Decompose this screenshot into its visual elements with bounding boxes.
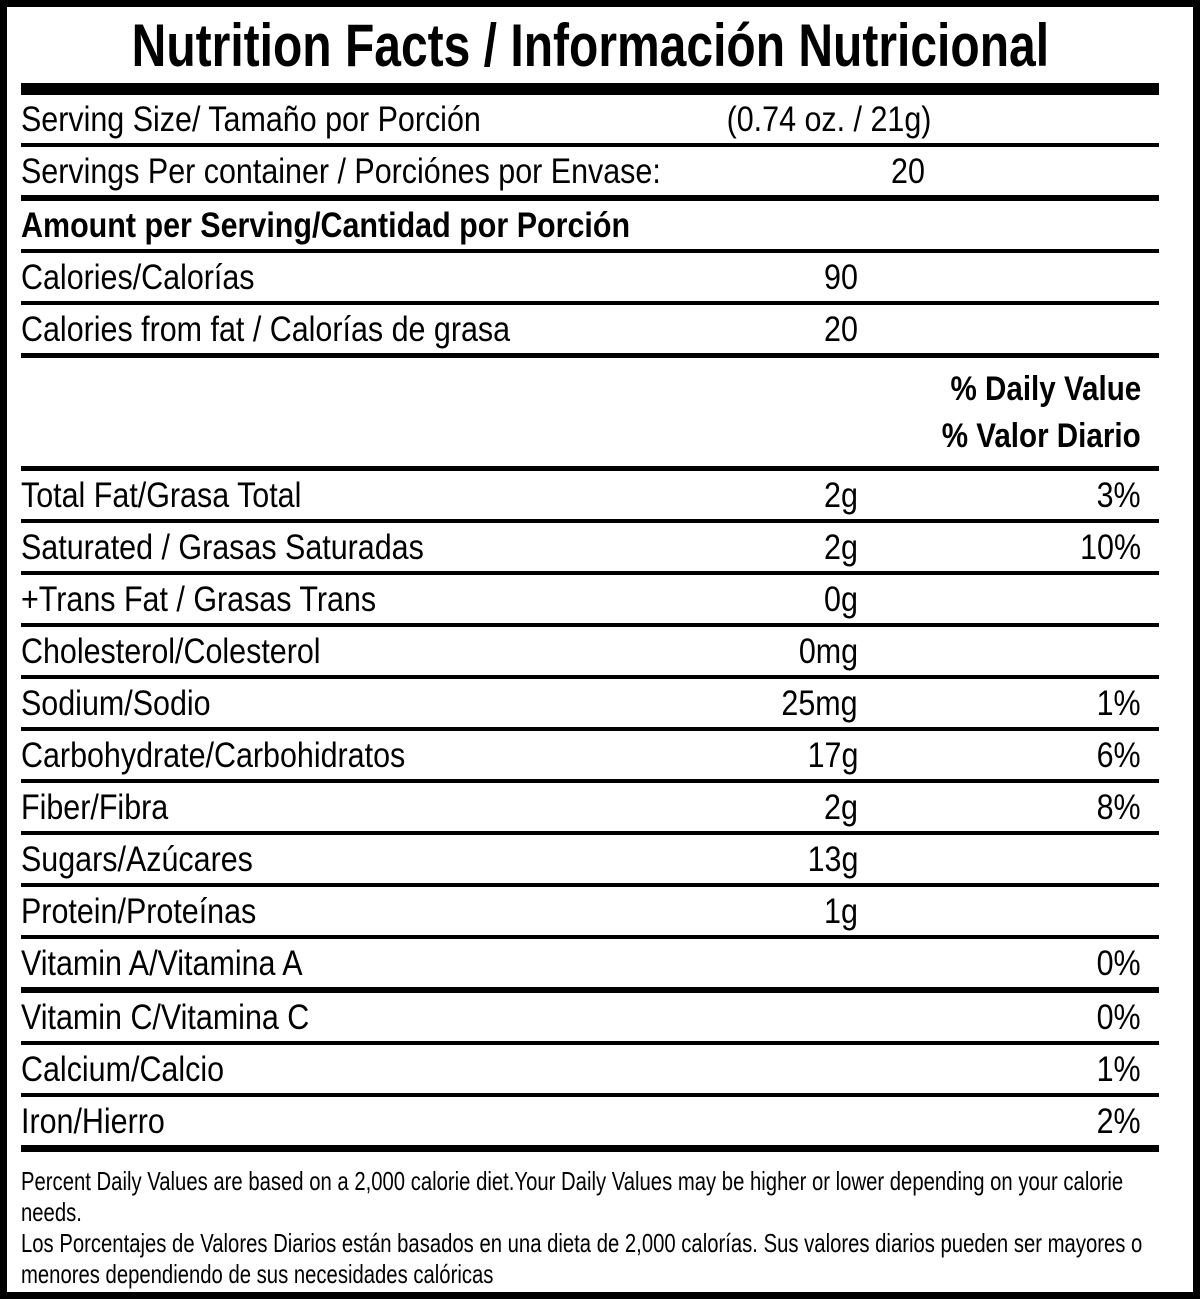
nutrient-amount-cell: [721, 208, 905, 243]
nutrient-percent: 2%: [1096, 1101, 1141, 1141]
nutrient-label-cell: [21, 99, 696, 139]
nutrient-percent-cell: [858, 634, 1159, 669]
daily-value-header-en: [21, 366, 1159, 413]
nutrient-amount-cell: [638, 527, 858, 567]
nutrient-label: Calories/Calorías: [21, 257, 255, 297]
nutrient-row: [21, 783, 1159, 835]
nutrient-row: [21, 575, 1159, 627]
nutrient-amount: 25mg: [781, 683, 858, 723]
nutrient-label: Fiber/Fibra: [21, 787, 169, 827]
nutrient-row: [21, 679, 1159, 731]
nutrient-percent-cell: [858, 997, 1159, 1037]
nutrient-label: Iron/Hierro: [21, 1101, 165, 1141]
nutrient-label-cell: [21, 205, 721, 245]
nutrient-row: [21, 1045, 1159, 1097]
nutrient-table: [21, 471, 1159, 1152]
nutrient-amount: 1g: [824, 891, 858, 931]
nutrient-label-cell: [21, 683, 638, 723]
nutrient-amount-cell: [638, 631, 858, 671]
nutrient-amount: 2g: [824, 527, 858, 567]
nutrient-percent-cell: [858, 475, 1159, 515]
nutrient-row: [21, 627, 1159, 679]
nutrient-amount: 0g: [824, 579, 858, 619]
nutrient-label-cell: [21, 943, 638, 983]
nutrient-percent-cell: [858, 842, 1159, 877]
nutrient-percent: 8%: [1096, 787, 1141, 827]
nutrient-row: [21, 887, 1159, 939]
nutrient-amount-cell: [638, 309, 858, 349]
nutrient-amount: 2g: [824, 475, 858, 515]
nutrient-amount: 90: [824, 257, 858, 297]
nutrient-row: [21, 253, 1159, 305]
nutrient-row: [21, 1097, 1159, 1152]
nutrient-label: Protein/Proteínas: [21, 891, 257, 931]
nutrient-label: Amount per Serving/Cantidad por Porción: [21, 205, 631, 245]
nutrient-label: Sugars/Azúcares: [21, 839, 253, 879]
nutrient-amount-cell: [638, 475, 858, 515]
nutrient-percent-cell: [696, 99, 1159, 139]
nutrient-row: [21, 835, 1159, 887]
nutrient-percent: 1%: [1096, 1049, 1141, 1089]
nutrient-row: [21, 201, 1159, 253]
daily-value-label-es: % Valor Diario: [942, 417, 1141, 455]
nutrient-row: [21, 305, 1159, 358]
nutrient-percent: 3%: [1096, 475, 1141, 515]
nutrient-percent: 1%: [1096, 683, 1141, 723]
nutrient-row: [21, 939, 1159, 993]
nutrient-amount-cell: [638, 735, 858, 775]
footnote-section: [21, 1152, 1159, 1290]
nutrient-percent-cell: [858, 260, 1159, 295]
nutrient-amount-cell: [638, 891, 858, 931]
nutrient-amount-cell: [756, 151, 925, 191]
nutrient-label-cell: [21, 309, 638, 349]
daily-value-label-en: % Daily Value: [950, 370, 1141, 408]
nutrient-amount-cell: [638, 1104, 858, 1139]
nutrient-label-cell: [21, 475, 638, 515]
nutrient-label-cell: [21, 839, 638, 879]
nutrient-label-cell: [21, 787, 638, 827]
nutrient-amount: 20: [824, 309, 858, 349]
nutrient-row: [21, 993, 1159, 1045]
nutrient-amount: 13g: [807, 839, 858, 879]
nutrient-label: Cholesterol/Colesterol: [21, 631, 321, 671]
nutrient-amount-cell: [638, 1052, 858, 1087]
nutrient-row: [21, 147, 1159, 201]
nutrient-label-cell: [21, 151, 756, 191]
nutrient-percent-cell: [858, 943, 1159, 983]
nutrient-amount-cell: [638, 1000, 858, 1035]
daily-value-header: [21, 358, 1159, 471]
nutrient-percent-cell: [858, 683, 1159, 723]
nutrient-label: Sodium/Sodio: [21, 683, 211, 723]
nutrient-amount: 2g: [824, 787, 858, 827]
nutrient-percent-cell: [858, 1049, 1159, 1089]
nutrient-percent-cell: [858, 582, 1159, 617]
nutrient-amount-cell: [638, 946, 858, 981]
nutrient-row: [21, 731, 1159, 783]
nutrient-percent: 0%: [1096, 997, 1141, 1037]
nutrient-label-cell: [21, 579, 638, 619]
nutrient-amount-cell: [638, 787, 858, 827]
nutrient-percent-cell: [858, 894, 1159, 929]
nutrient-label: Carbohydrate/Carbohidratos: [21, 735, 406, 775]
nutrient-amount-cell: [638, 839, 858, 879]
nutrient-label: Vitamin C/Vitamina C: [21, 997, 310, 1037]
nutrient-label-cell: [21, 1101, 638, 1141]
nutrient-amount-cell: [638, 257, 858, 297]
nutrient-percent-cell: [925, 154, 1159, 189]
nutrient-label-cell: [21, 257, 638, 297]
label-title: Nutrition Facts / Información Nutricional: [131, 11, 1049, 79]
nutrient-percent-cell: [858, 1101, 1159, 1141]
nutrient-row: [21, 471, 1159, 523]
nutrient-label-cell: [21, 997, 638, 1037]
nutrient-label: Servings Per container / Porciónes por Envase:: [21, 151, 661, 191]
nutrient-percent: (0.74 oz. / 21g): [726, 99, 931, 139]
nutrient-label-cell: [21, 735, 638, 775]
nutrient-label: Saturated / Grasas Saturadas: [21, 527, 424, 567]
nutrient-percent-cell: [905, 208, 1159, 243]
title-divider-bar: [21, 83, 1159, 95]
footnote-es: Los Porcentajes de Valores Diarios están basados en una dieta de 2,000 calorías. Sus valores diarios pueden ser mayores o menores dependiendo de sus necesidades calóricas: [21, 1228, 1143, 1289]
nutrient-label: Vitamin A/Vitamina A: [21, 943, 303, 983]
nutrient-amount-cell: [638, 579, 858, 619]
nutrient-row: [21, 523, 1159, 575]
serving-info-section: [21, 95, 1159, 358]
nutrient-amount: 0mg: [798, 631, 858, 671]
label-header: [21, 7, 1159, 83]
nutrient-label: Calories from fat / Calorías de grasa: [21, 309, 511, 349]
footnote-text-block: [21, 1166, 1157, 1290]
nutrient-percent-cell: [858, 312, 1159, 347]
nutrient-percent: 10%: [1080, 527, 1141, 567]
nutrient-label-cell: [21, 1049, 638, 1089]
nutrient-label: Total Fat/Grasa Total: [21, 475, 302, 515]
nutrient-label-cell: [21, 631, 638, 671]
footnote-en: Percent Daily Values are based on a 2,000 calorie diet.Your Daily Values may be higher or lower depending on your calorie needs.: [21, 1166, 1124, 1227]
nutrient-label-cell: [21, 527, 638, 567]
nutrient-label: Serving Size/ Tamaño por Porción: [21, 99, 481, 139]
nutrient-percent-cell: [858, 787, 1159, 827]
nutrient-label: +Trans Fat / Grasas Trans: [21, 579, 377, 619]
nutrient-label-cell: [21, 891, 638, 931]
nutrient-amount: 20: [890, 151, 925, 191]
nutrient-label: Calcium/Calcio: [21, 1049, 225, 1089]
nutrient-percent: 0%: [1096, 943, 1141, 983]
nutrient-amount-cell: [638, 683, 858, 723]
nutrient-percent-cell: [858, 527, 1159, 567]
nutrient-percent-cell: [858, 735, 1159, 775]
nutrient-percent: 6%: [1096, 735, 1141, 775]
daily-value-header-es: [21, 413, 1159, 460]
nutrient-amount: 17g: [807, 735, 858, 775]
nutrient-row: [21, 95, 1159, 147]
